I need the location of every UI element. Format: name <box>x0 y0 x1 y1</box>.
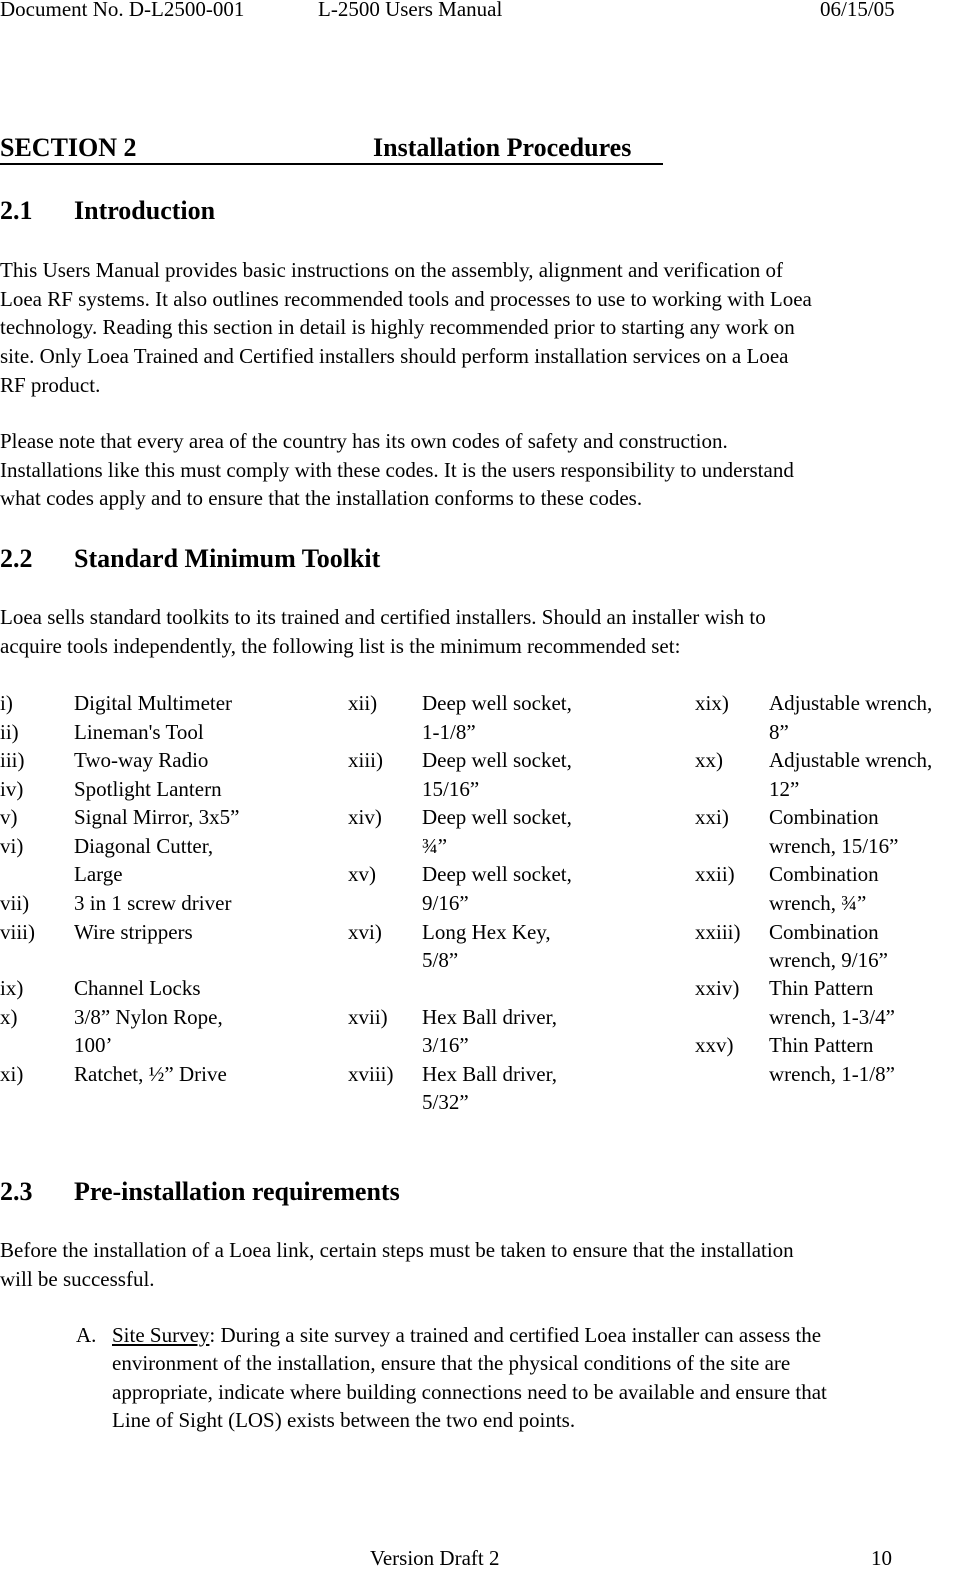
text-line: what codes apply and to ensure that the installation conforms to these codes. <box>0 486 643 511</box>
tool-name: Spotlight Lantern <box>74 777 222 801</box>
footer-version: Version Draft 2 <box>370 1546 500 1570</box>
list-item-body <box>112 1321 969 1435</box>
tool-number: ii) <box>0 720 19 744</box>
tool-number: xiv) <box>348 805 382 829</box>
site-survey-term: Site Survey <box>112 1323 210 1347</box>
heading-title: Pre-installation requirements <box>74 1177 400 1206</box>
tool-name: wrench, 1-3/4” <box>769 1005 895 1029</box>
text-line: This Users Manual provides basic instructions on the assembly, alignment and verification of <box>0 258 784 282</box>
text-line: technology. Reading this section in detail is highly recommended prior to starting any work on <box>0 315 795 340</box>
tool-name: wrench, 1-1/8” <box>769 1062 895 1086</box>
tool-name: Channel Locks <box>74 976 201 1000</box>
intro-paragraph-2 <box>0 427 969 513</box>
tool-number: iii) <box>0 748 25 772</box>
text-line: Line of Sight (LOS) exists between the two end points. <box>112 1408 576 1433</box>
section-title: Installation Procedures <box>373 133 632 162</box>
tool-name: wrench, 15/16” <box>769 834 899 858</box>
heading-number: 2.2 <box>0 544 33 573</box>
tool-name: 15/16” <box>422 777 480 801</box>
tool-name: Ratchet, ½” Drive <box>74 1062 227 1086</box>
tool-name: Combination <box>769 805 879 829</box>
text-line: will be successful. <box>0 1266 155 1291</box>
tool-name: Combination <box>769 862 879 886</box>
text-line: site. Only Loea Trained and Certified installers should perform installation services on a Loea <box>0 344 789 369</box>
text-line <box>112 1321 969 1349</box>
text-line: RF product. <box>0 372 101 397</box>
tool-name: 5/32” <box>422 1090 469 1114</box>
tool-name: 3/16” <box>422 1033 469 1057</box>
tool-number: vii) <box>0 891 30 915</box>
tool-name: wrench, ¾” <box>769 891 867 915</box>
tool-number: xii) <box>348 691 378 715</box>
heading-title: Standard Minimum Toolkit <box>74 544 381 573</box>
tool-name: Adjustable wrench, <box>769 691 933 715</box>
tool-number: xx) <box>695 748 723 772</box>
tool-name: 1-1/8” <box>422 720 476 744</box>
tool-name: Deep well socket, <box>422 748 572 772</box>
footer-page-number: 10 <box>871 1546 892 1570</box>
header-manual-title: L-2500 Users Manual <box>318 0 503 21</box>
tool-name: Lineman's Tool <box>74 720 204 744</box>
tool-name: Two-way Radio <box>74 748 209 772</box>
tool-number: ix) <box>0 976 24 1000</box>
heading-title: Introduction <box>74 196 216 225</box>
heading-2-3 <box>0 1177 969 1207</box>
header-date: 06/15/05 <box>820 0 895 21</box>
tool-name: 3 in 1 screw driver <box>74 891 232 915</box>
tool-name: 5/8” <box>422 948 459 972</box>
tool-name: Thin Pattern <box>769 976 874 1000</box>
tool-name: Combination <box>769 920 879 944</box>
tool-name: wrench, 9/16” <box>769 948 888 972</box>
tool-number: xxiv) <box>695 976 740 1000</box>
tool-number: iv) <box>0 777 24 801</box>
intro-paragraph-1 <box>0 256 969 400</box>
text-line: acquire tools independently, the following list is the minimum recommended set: <box>0 633 681 658</box>
text-line: Please note that every area of the country has its own codes of safety and construction. <box>0 429 728 453</box>
tool-name: 3/8” Nylon Rope, <box>74 1005 223 1029</box>
tool-number: i) <box>0 691 13 715</box>
tool-name: Deep well socket, <box>422 862 572 886</box>
tool-number: xvii) <box>348 1005 388 1029</box>
tool-number: xviii) <box>348 1062 394 1086</box>
tool-number: xix) <box>695 691 729 715</box>
tool-name: ¾” <box>422 834 448 858</box>
tool-number: x) <box>0 1005 18 1029</box>
tool-name: 12” <box>769 777 800 801</box>
tool-name: Digital Multimeter <box>74 691 233 715</box>
text-line: Loea sells standard toolkits to its trained and certified installers. Should an installer wish to <box>0 605 766 629</box>
tool-number: xi) <box>0 1062 24 1086</box>
heading-number: 2.1 <box>0 196 33 225</box>
list-letter: A. <box>76 1323 97 1347</box>
tool-name: 8” <box>769 720 789 744</box>
heading-2-1 <box>0 196 969 226</box>
text-line: Installations like this must comply with these codes. It is the users responsibility to understand <box>0 457 794 482</box>
tool-name: Signal Mirror, 3x5” <box>74 805 240 829</box>
tool-name: 100’ <box>74 1033 113 1057</box>
header-doc-number: Document No. D-L2500-001 <box>0 0 245 21</box>
tool-name: Diagonal Cutter, <box>74 834 214 858</box>
tool-number: viii) <box>0 920 35 944</box>
text-fragment: : During a site survey a trained and certified Loea installer can assess the <box>209 1323 822 1347</box>
tool-name: Long Hex Key, <box>422 920 551 944</box>
tool-number: xv) <box>348 862 376 886</box>
heading-number: 2.3 <box>0 1177 33 1206</box>
tool-name: Large <box>74 862 123 886</box>
tool-number: v) <box>0 805 18 829</box>
tool-number: vi) <box>0 834 24 858</box>
tool-name: Hex Ball driver, <box>422 1005 558 1029</box>
text-line: appropriate, indicate where building connections need to be available and ensure that <box>112 1379 827 1404</box>
tool-name: Thin Pattern <box>769 1033 874 1057</box>
tool-name: Deep well socket, <box>422 691 572 715</box>
tool-name: 9/16” <box>422 891 469 915</box>
tool-number: xxiii) <box>695 920 741 944</box>
section-heading <box>0 133 663 165</box>
tool-number: xxi) <box>695 805 729 829</box>
tool-name: Wire strippers <box>74 920 193 944</box>
pre-install-paragraph <box>0 1236 969 1293</box>
text-line: environment of the installation, ensure that the physical conditions of the site are <box>112 1351 791 1376</box>
text-line: Loea RF systems. It also outlines recommended tools and processes to use to working with Loea <box>0 286 812 311</box>
text-line: Before the installation of a Loea link, certain steps must be taken to ensure that the installation <box>0 1238 794 1262</box>
tool-number: xxv) <box>695 1033 734 1057</box>
tool-number: xiii) <box>348 748 383 772</box>
tool-number: xvi) <box>348 920 382 944</box>
tool-name: Hex Ball driver, <box>422 1062 558 1086</box>
toolkit-paragraph <box>0 603 969 660</box>
heading-2-2 <box>0 544 969 574</box>
tool-name: Deep well socket, <box>422 805 572 829</box>
section-label: SECTION 2 <box>0 133 137 162</box>
tool-name: Adjustable wrench, <box>769 748 933 772</box>
tool-number: xxii) <box>695 862 735 886</box>
